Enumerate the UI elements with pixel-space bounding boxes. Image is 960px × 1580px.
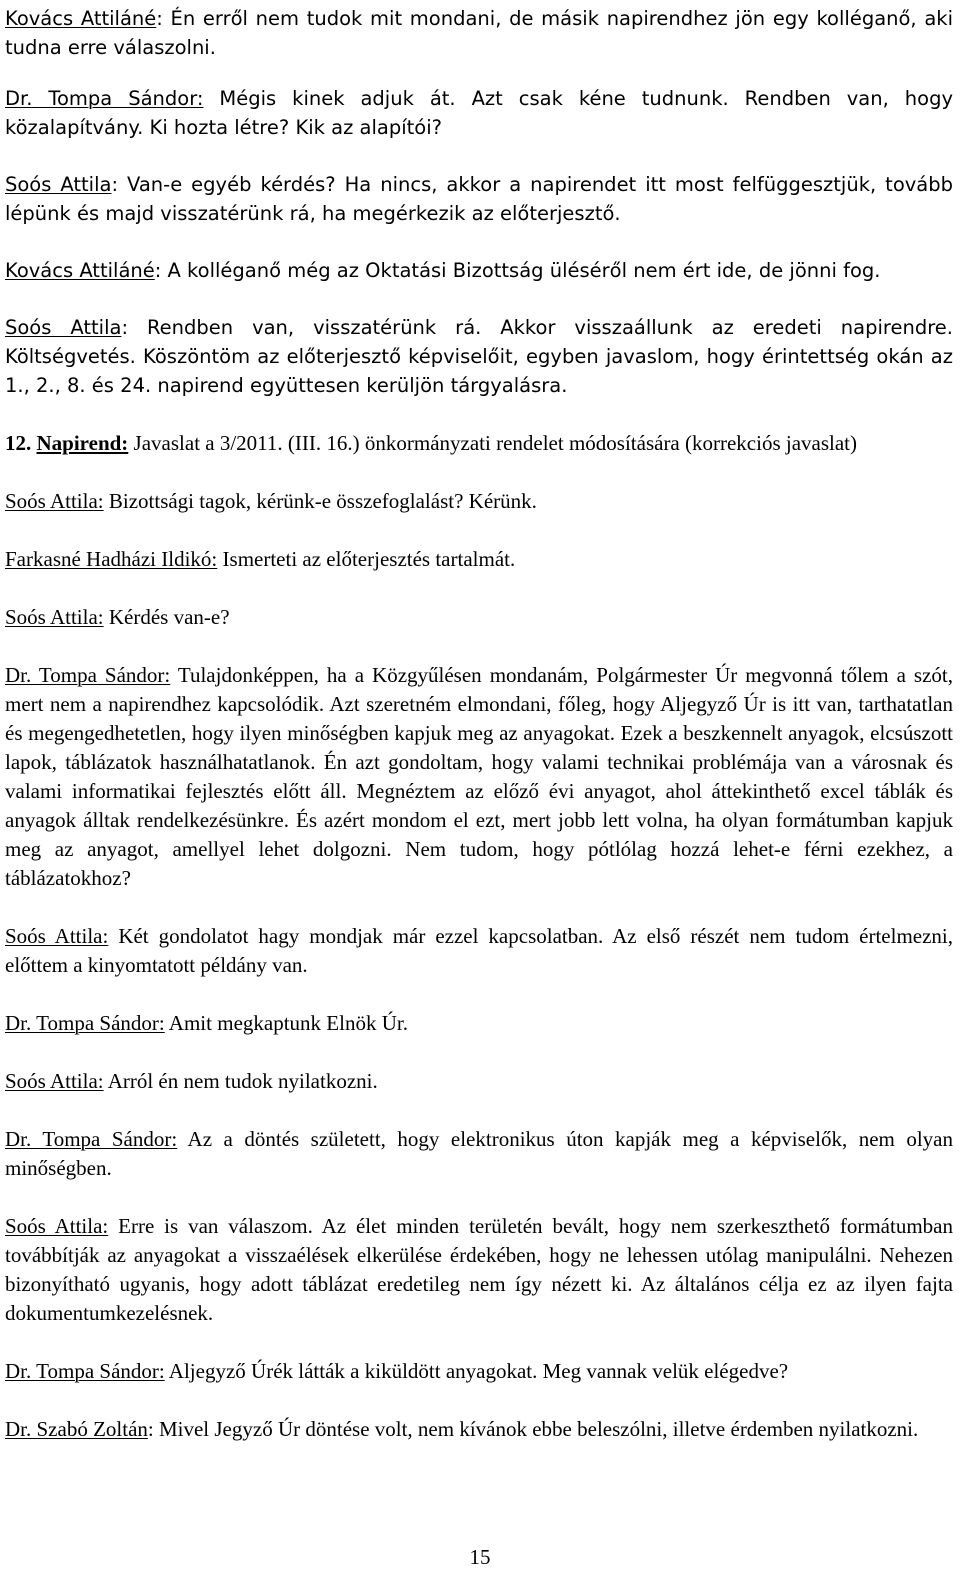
paragraph [5, 4, 953, 62]
speech-text: Ismerteti az előterjesztés tartalmát. [217, 547, 516, 571]
speaker-name: Dr. Tompa Sándor: [5, 1127, 178, 1151]
dialogue-paragraph [5, 1212, 953, 1328]
speaker-name: Dr. Szabó Zoltán [5, 1417, 148, 1441]
speech-text: : Én erről nem tudok mit mondani, de másik napirendhez jön egy kolléganő, aki tudna erre válaszolni. [5, 7, 954, 59]
dialogue-paragraph [5, 545, 953, 574]
document-page [5, 4, 953, 1444]
speaker-name: Kovács Attiláné [5, 7, 157, 30]
dialogue-paragraph [5, 1067, 953, 1096]
dialogue-paragraph [5, 1009, 953, 1038]
speech-text: Kérdés van-e? [103, 605, 230, 629]
speaker-name: Dr. Tompa Sándor: [5, 663, 171, 687]
speaker-name: Soós Attila: [5, 489, 104, 513]
speech-text: Amit megkaptunk Elnök Úr. [164, 1011, 408, 1035]
agenda-title: Javaslat a 3/2011. (III. 16.) önkormányzati rendelet módosítására (korrekciós javaslat) [128, 431, 858, 455]
agenda-label: Napirend: [36, 431, 129, 455]
speech-text: Arról én nem tudok nyilatkozni. [103, 1069, 378, 1093]
speech-text: Tulajdonképpen, ha a Közgyűlésen mondanám, Polgármester Úr megvonná tőlem a szót, mert nem a napirendhez kapcsolódik. Azt szeretném elmondani, főleg, hogy Aljegyző Úr is itt van, tarthatatlan és megengedhetetlen, hogy ilyen minőségben kapjuk meg az anyagokat. Ezek a beszkennelt anyagok, elcsúszott lapok, táblázatok használhatatlanok. Én azt gondoltam, hogy valami technikai problémája van a városnak és valami informatikai fejlesztés előtt áll. Megnéztem az előző évi anyagot, ahol áttekinthető excel táblák és anyagok álltak rendelkezésünkre. És azért mondom el ezt, mert jobb lett volna, ha olyan formátumban kapjuk meg az anyagot, amellyel lehet dolgozni. Nem tudom, hogy pótlólag hozzá lehet-e férni ezekhez, a táblázatokhoz? [5, 663, 953, 890]
speech-text: : Rendben van, visszatérünk rá. Akkor visszaállunk az eredeti napirendre. Költségvetés. Köszöntöm az előterjesztő képviselőit, egyben javaslom, hogy érintettség okán az 1., 2., 8. és 24. napirend együttesen kerüljön tárgyalásra. [5, 316, 953, 397]
dialogue-paragraph [5, 922, 953, 980]
speaker-name: Farkasné Hadházi Ildikó: [5, 547, 218, 571]
agenda-number: 12. [5, 431, 32, 455]
speaker-name: Soós Attila: [5, 1069, 104, 1093]
speech-text: Bizottsági tagok, kérünk-e összefoglalást? Kérünk. [103, 489, 537, 513]
paragraph [5, 256, 953, 285]
dialogue-paragraph [5, 603, 953, 632]
speaker-name: Dr. Tompa Sándor: [5, 1011, 165, 1035]
speaker-name: Soós Attila [5, 173, 112, 196]
dialogue-paragraph [5, 487, 953, 516]
dialogue-paragraph [5, 1125, 953, 1183]
paragraph [5, 84, 953, 142]
paragraph [5, 313, 953, 400]
page-number: 15 [469, 1545, 491, 1569]
speaker-name: Soós Attila: [5, 924, 109, 948]
speaker-name: Dr. Tompa Sándor: [5, 1359, 165, 1383]
speech-text: : Mivel Jegyző Úr döntése volt, nem kívánok ebbe beleszólni, illetve érdemben nyilatkozni. [147, 1417, 919, 1441]
agenda-heading [5, 429, 953, 458]
speech-text: Erre is van válaszom. Az élet minden területén bevált, hogy nem szerkeszthető formátumban továbbítják az anyagokat a visszaélések elkerülése érdekében, hogy ne lehessen utólag manipulálni. Nehezen bizonyítható ugyanis, hogy adott táblázat eredetileg nem így nézett ki. Az általános célja ez az ilyen fajta dokumentumkezelésnek. [5, 1214, 953, 1325]
speech-text: Aljegyző Úrék látták a kiküldött anyagokat. Meg vannak velük elégedve? [164, 1359, 789, 1383]
speech-text: : Van-e egyéb kérdés? Ha nincs, akkor a napirendet itt most felfüggesztjük, tovább lépünk és majd visszatérünk rá, ha megérkezik az előterjesztő. [5, 173, 953, 225]
speaker-name: Soós Attila: [5, 605, 104, 629]
paragraph [5, 170, 953, 228]
speaker-name: Soós Attila: [5, 1214, 109, 1238]
speech-text: Az a döntés született, hogy elektronikus úton kapják meg a képviselők, nem olyan minőségben. [5, 1127, 954, 1180]
speaker-name: Kovács Attiláné [5, 259, 155, 282]
dialogue-paragraph [5, 1357, 953, 1386]
dialogue-paragraph [5, 661, 953, 893]
speaker-name: Soós Attila [5, 316, 122, 339]
speech-text: : A kolléganő még az Oktatási Bizottság üléséről nem ért ide, de jönni fog. [154, 259, 881, 282]
speech-text: Két gondolatot hagy mondjak már ezzel kapcsolatban. Az első részét nem tudom értelmezni, előttem a kinyomtatott példány van. [5, 924, 953, 977]
dialogue-paragraph [5, 1415, 953, 1444]
speaker-name: Dr. Tompa Sándor: [5, 87, 204, 110]
speech-text: Mégis kinek adjuk át. Azt csak kéne tudnunk. Rendben van, hogy közalapítvány. Ki hozta létre? Kik az alapítói? [5, 87, 953, 139]
